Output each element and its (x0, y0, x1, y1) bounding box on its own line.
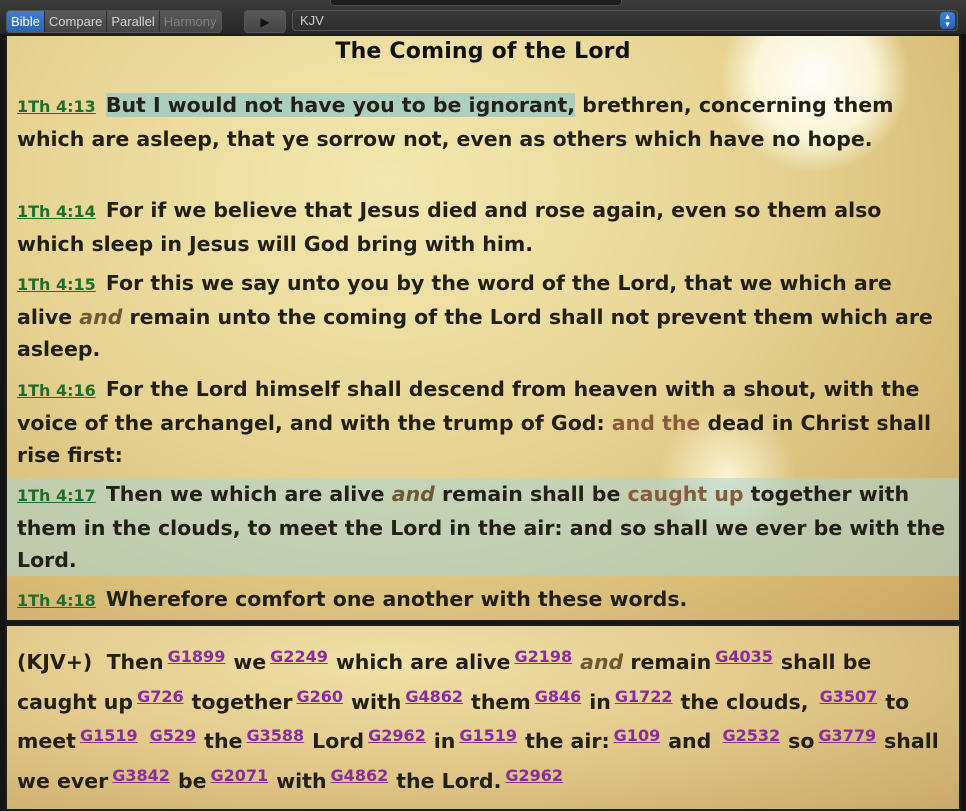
passage-title: The Coming of the Lord (335, 39, 631, 64)
strongs-word: together (191, 689, 293, 714)
strongs-word: to meet (17, 689, 910, 753)
selected-words: and the (611, 411, 701, 435)
strongs-link[interactable]: G109 (613, 726, 661, 745)
strongs-link[interactable]: G1722 (614, 686, 673, 706)
chevron-updown-icon: ▴ ▾ (940, 12, 955, 29)
strongs-link[interactable]: G2249 (270, 647, 328, 666)
strongs-word: with (276, 768, 327, 793)
strongs-word: and (580, 650, 624, 674)
play-icon: ▶ (260, 14, 270, 29)
strongs-link[interactable]: G3507 (819, 686, 878, 706)
verse-text: remain unto the coming of the Lord shall not prevent them which are asleep. (17, 305, 933, 361)
strongs-word: the (204, 729, 243, 753)
verse-text: For the Lord himself shall descend from heaven with a shout, with the voice of the archangel, and with the trump of God: (17, 377, 920, 435)
added-word: and (391, 482, 435, 506)
strongs-link[interactable]: G3842 (112, 765, 170, 785)
verse-text: Wherefore comfort one another with these words. (105, 587, 688, 611)
verse-reference-link[interactable]: 1Th 4:16 (17, 381, 96, 400)
verse-reference-link[interactable]: 1Th 4:18 (17, 591, 96, 610)
strongs-link[interactable]: G2071 (210, 765, 269, 785)
strongs-link[interactable]: G3779 (818, 726, 877, 745)
verse-text: remain shall be (434, 482, 628, 506)
strongs-word: remain (630, 650, 712, 674)
verse-1th-4-14 (7, 194, 959, 260)
strongs-link[interactable]: G2962 (368, 726, 426, 745)
verse-text: together with them in the clouds, to meet the Lord in the air: and so shall we ever be with the Lord. (17, 482, 946, 572)
verse-text: brethren, concerning them which are asleep, that ye sorrow not, even as others which have no hope. (17, 93, 894, 151)
strongs-word: shall we ever (17, 729, 939, 793)
strongs-word: we (233, 650, 267, 674)
toolbar (0, 0, 966, 34)
strongs-word: in (433, 729, 456, 753)
strongs-link[interactable]: G1519 (79, 726, 138, 745)
verse-reference-link[interactable]: 1Th 4:14 (17, 202, 96, 221)
strongs-word: and (668, 729, 712, 753)
selected-words: caught up (627, 482, 744, 506)
version-select[interactable] (292, 10, 958, 31)
verse-reference-link[interactable]: 1Th 4:15 (17, 275, 96, 294)
strongs-link[interactable]: G529 (149, 726, 197, 745)
verse-text: For if we believe that Jesus died and rose again, even so them also which sleep in Jesus will God bring with him. (17, 198, 882, 256)
strongs-link[interactable]: G726 (137, 686, 184, 706)
strongs-word: the Lord. (396, 768, 502, 793)
strongs-word: be (177, 768, 207, 793)
verse-reference-link[interactable]: 1Th 4:13 (17, 97, 96, 116)
strongs-word: shall be caught up (17, 650, 872, 714)
strongs-verse (17, 640, 947, 798)
strongs-link[interactable]: G1519 (459, 726, 518, 745)
verse-1th-4-15 (7, 267, 959, 365)
strongs-link[interactable]: G2962 (505, 765, 564, 785)
strongs-link[interactable]: G4862 (330, 765, 389, 785)
strongs-prefix: (KJV+) (17, 650, 93, 674)
mode-bible-button[interactable]: Bible (7, 11, 45, 32)
strongs-word: the air: (525, 729, 610, 753)
play-button[interactable] (244, 10, 286, 33)
strongs-word: the clouds, (680, 689, 809, 714)
strongs-link[interactable]: G1899 (167, 647, 226, 666)
added-word: and (79, 305, 123, 329)
strongs-word: Lord (312, 729, 365, 753)
strongs-word: so (788, 729, 815, 753)
strongs-word: with (351, 689, 402, 714)
mode-harmony-button[interactable]: Harmony (160, 11, 221, 32)
strongs-link[interactable]: G4862 (405, 686, 464, 706)
strongs-link[interactable]: G260 (296, 686, 343, 706)
bible-text-pane[interactable] (5, 34, 961, 622)
mode-segmented-control (6, 10, 222, 33)
verse-1th-4-18 (7, 583, 959, 617)
strongs-link[interactable]: G4035 (715, 647, 773, 666)
strongs-link[interactable]: G2198 (514, 647, 573, 666)
verse-text: dead in Christ shall rise first: (17, 411, 932, 467)
highlighted-text: But I would not have you to be ignorant, (105, 93, 576, 117)
strongs-word: them (471, 689, 531, 714)
mode-compare-button[interactable]: Compare (45, 11, 107, 32)
mode-parallel-button[interactable]: Parallel (107, 11, 159, 32)
strongs-link[interactable]: G846 (534, 686, 582, 706)
strongs-pane[interactable] (5, 624, 961, 811)
verse-text: For this we say unto you by the word of the Lord, that we which are alive (17, 271, 892, 329)
strongs-word: Then (106, 650, 164, 674)
verse-1th-4-17 (7, 478, 959, 576)
version-label: KJV (300, 13, 324, 28)
strongs-link[interactable]: G3588 (246, 726, 305, 745)
window-notch (330, 0, 622, 6)
strongs-word: in (589, 689, 611, 714)
verse-reference-link[interactable]: 1Th 4:17 (17, 486, 96, 505)
strongs-word: which are alive (335, 650, 511, 674)
strongs-link[interactable]: G2532 (722, 726, 781, 745)
verse-1th-4-16 (7, 373, 959, 471)
verse-text: Then we which are alive (105, 482, 392, 506)
verse-1th-4-13 (7, 89, 959, 155)
